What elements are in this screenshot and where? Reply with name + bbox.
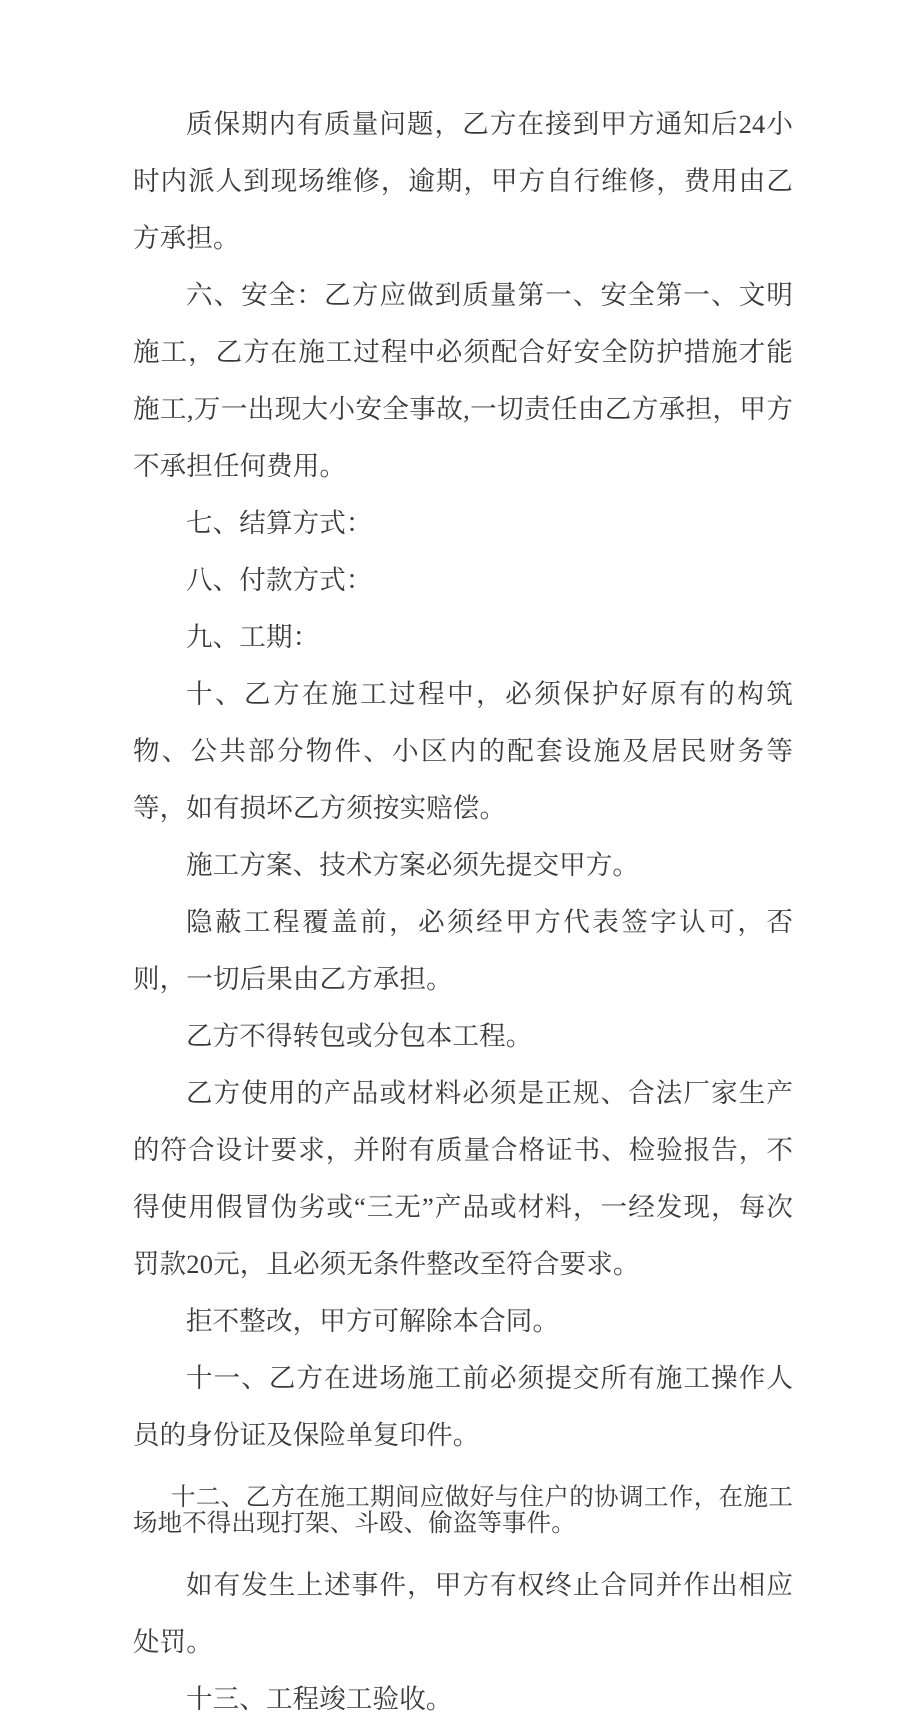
paragraph-warranty: 质保期内有质量问题，乙方在接到甲方通知后24小时内派人到现场维修，逾期，甲方自行维修，费用由乙方承担。 [133,109,793,253]
paragraph-clause-11-documents: 十一、乙方在进场施工前必须提交所有施工操作人员的身份证及保险单复印件。 [133,1363,793,1450]
paragraph-clause-9-duration: 九、工期： [186,622,320,652]
paragraph-concealed-works: 隐蔽工程覆盖前，必须经甲方代表签字认可，否则，一切后果由乙方承担。 [133,907,793,994]
paragraph-clause-10-protection: 十、乙方在施工过程中，必须保护好原有的构筑物、公共部分物件、小区内的配套设施及居民财务等等，如有损坏乙方须按实赔偿。 [133,679,793,823]
paragraph-materials-quality: 乙方使用的产品或材料必须是正规、合法厂家生产的符合设计要求，并附有质量合格证书、检验报告，不得使用假冒伪劣或“三无”产品或材料，一经发现，每次罚款20元，且必须无条件整改至符合要求。 [133,1078,793,1279]
paragraph-refuse-rectify: 拒不整改，甲方可解除本合同。 [186,1306,560,1336]
document-text-body [133,96,793,1728]
paragraph-clause-8-payment: 八、付款方式： [186,565,373,595]
paragraph-clause-6-safety: 六、安全：乙方应做到质量第一、安全第一、文明施工，乙方在施工过程中必须配合好安全防护措施才能施工,万一出现大小安全事故,一切责任由乙方承担，甲方不承担任何费用。 [133,280,793,481]
paragraph-submit-plans: 施工方案、技术方案必须先提交甲方。 [186,850,640,880]
paragraph-no-subcontract: 乙方不得转包或分包本工程。 [186,1021,533,1051]
paragraph-termination: 如有发生上述事件，甲方有权终止合同并作出相应处罚。 [133,1570,793,1657]
paragraph-clause-12-coordination: 十二、乙方在施工期间应做好与住户的协调工作，在施工场地不得出现打架、斗殴、偷盗等事件。 [133,1484,793,1537]
paragraph-clause-7-settlement: 七、结算方式： [186,508,373,538]
paragraph-clause-13-acceptance: 十三、工程竣工验收。 [186,1684,453,1714]
